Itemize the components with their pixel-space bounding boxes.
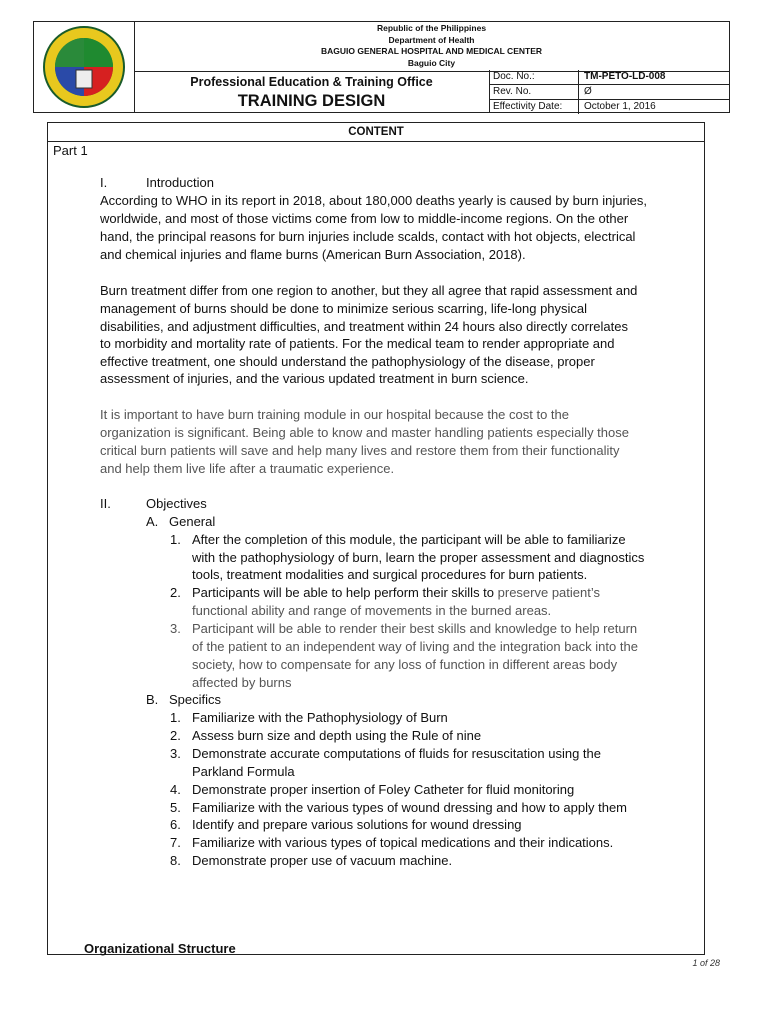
list-text: tools, treatment modalities and surgical procedures for burn patients.	[192, 566, 588, 582]
org-structure-heading: Organizational Structure	[84, 940, 236, 956]
list-text-gray: preserve patient’s	[497, 584, 601, 600]
list-number: 4.	[170, 781, 181, 797]
meta-row-doc-no	[489, 70, 729, 85]
subsection-letter: B.	[146, 691, 159, 707]
meta-value: October 1, 2016	[584, 101, 656, 112]
paragraph-line: It is important to have burn training module in our hospital because the cost to the	[100, 406, 569, 422]
list-number: 3.	[170, 620, 181, 636]
subsection-title: General	[169, 513, 216, 529]
list-number: 3.	[170, 745, 181, 761]
paragraph-line: organization is significant. Being able to know and master handling patients especially those	[100, 424, 629, 440]
meta-label: Rev. No.	[489, 85, 579, 99]
subsection-letter: A.	[146, 513, 159, 529]
paragraph-line: Burn treatment differ from one region to another, but they all agree that rapid assessment and	[100, 282, 638, 298]
paragraph-line: According to WHO in its report in 2018, about 180,000 deaths yearly is caused by burn injuries,	[100, 192, 648, 208]
list-number: 8.	[170, 852, 181, 868]
list-number: 2.	[170, 584, 181, 600]
paragraph-line: management of burns should be done to minimize serious scarring, life-long physical	[100, 300, 588, 316]
section-number: I.	[100, 174, 108, 190]
list-text: Identify and prepare various solutions for wound dressing	[192, 816, 522, 832]
hospital-seal-logo	[34, 22, 135, 112]
office-name: Professional Education & Training Office	[190, 75, 433, 89]
list-text: Demonstrate accurate computations of fluids for resuscitation using the	[192, 745, 601, 761]
section-title: Objectives	[146, 495, 207, 511]
list-number: 2.	[170, 727, 181, 743]
office-block	[134, 70, 490, 112]
section-number: II.	[100, 495, 111, 511]
meta-row-rev-no	[489, 85, 729, 100]
city-label: Baguio City	[407, 57, 456, 68]
meta-label: Effectivity Date:	[489, 100, 579, 114]
paragraph-line: hand, the principal reasons for burn injuries include scalds, contact with hot objects, electrical	[100, 228, 636, 244]
list-text: affected by burns	[192, 674, 292, 690]
list-number: 6.	[170, 816, 181, 832]
list-text: Familiarize with the various types of wound dressing and how to apply them	[192, 799, 627, 815]
meta-value: Ø	[584, 86, 592, 97]
page-number: 1 of 28	[692, 958, 720, 968]
meta-value: TM-PETO-LD-008	[584, 71, 666, 82]
document-header	[33, 21, 730, 113]
paragraph-line: and chemical injuries and flame burns (American Burn Association, 2018).	[100, 246, 526, 262]
list-number: 1.	[170, 709, 181, 725]
list-text: Participants will be able to help perform their skills to	[192, 584, 498, 600]
list-number: 7.	[170, 834, 181, 850]
document-meta-table	[489, 70, 729, 112]
agency-block	[134, 22, 729, 72]
list-text: Demonstrate proper insertion of Foley Catheter for fluid monitoring	[192, 781, 575, 797]
meta-row-effectivity	[489, 100, 729, 114]
list-text: Familiarize with the Pathophysiology of Burn	[192, 709, 448, 725]
paragraph-line: and help them live life after a traumatic experience.	[100, 460, 395, 476]
list-text: Parkland Formula	[192, 763, 295, 779]
list-text: Familiarize with various types of topical medications and their indications.	[192, 834, 614, 850]
list-line	[192, 584, 600, 601]
paragraph-line: effective treatment, one should understand the pathophysiology of the disease, proper	[100, 353, 595, 369]
meta-label: Doc. No.:	[489, 70, 579, 84]
paragraph-line: critical burn patients will save and help many lives and restore them from their functionality	[100, 442, 620, 458]
content-heading: CONTENT	[48, 123, 704, 142]
list-text: of the patient to an independent way of living and the integration back into the	[192, 638, 638, 654]
list-text: Participant will be able to render their best skills and knowledge to help return	[192, 620, 638, 636]
list-text: Assess burn size and depth using the Rule of nine	[192, 727, 482, 743]
paragraph-line: to morbidity and mortality rate of patients. For the medical team to render appropriate and	[100, 335, 615, 351]
hospital-name: BAGUIO GENERAL HOSPITAL AND MEDICAL CENTER	[320, 46, 542, 56]
list-text: After the completion of this module, the participant will be able to familiarize	[192, 531, 626, 547]
list-text: society, how to compensate for any loss of function in different areas body	[192, 656, 618, 672]
part-label: Part 1	[53, 142, 88, 158]
list-number: 5.	[170, 799, 181, 815]
department-label: Department of Health	[388, 34, 475, 45]
republic-label: Republic of the Philippines	[376, 23, 487, 33]
paragraph-line: disabilities, and adjustment difficulties, and treatment within 24 hours also directly correlates	[100, 318, 628, 334]
document-title: TRAINING DESIGN	[237, 92, 386, 110]
list-text: with the pathophysiology of burn, learn the proper assessment and diagnostics	[192, 549, 645, 565]
section-title: Introduction	[146, 174, 214, 190]
paragraph-line: worldwide, and most of those victims come from low to middle-income regions. On the other	[100, 210, 629, 226]
subsection-title: Specifics	[169, 691, 222, 707]
list-text: Demonstrate proper use of vacuum machine.	[192, 852, 453, 868]
list-number: 1.	[170, 531, 181, 547]
content-box	[47, 122, 705, 955]
paragraph-line: assessment of injuries, and the various updated treatment in burn science.	[100, 370, 529, 386]
list-text: functional ability and range of movements in the burned areas.	[192, 602, 552, 618]
